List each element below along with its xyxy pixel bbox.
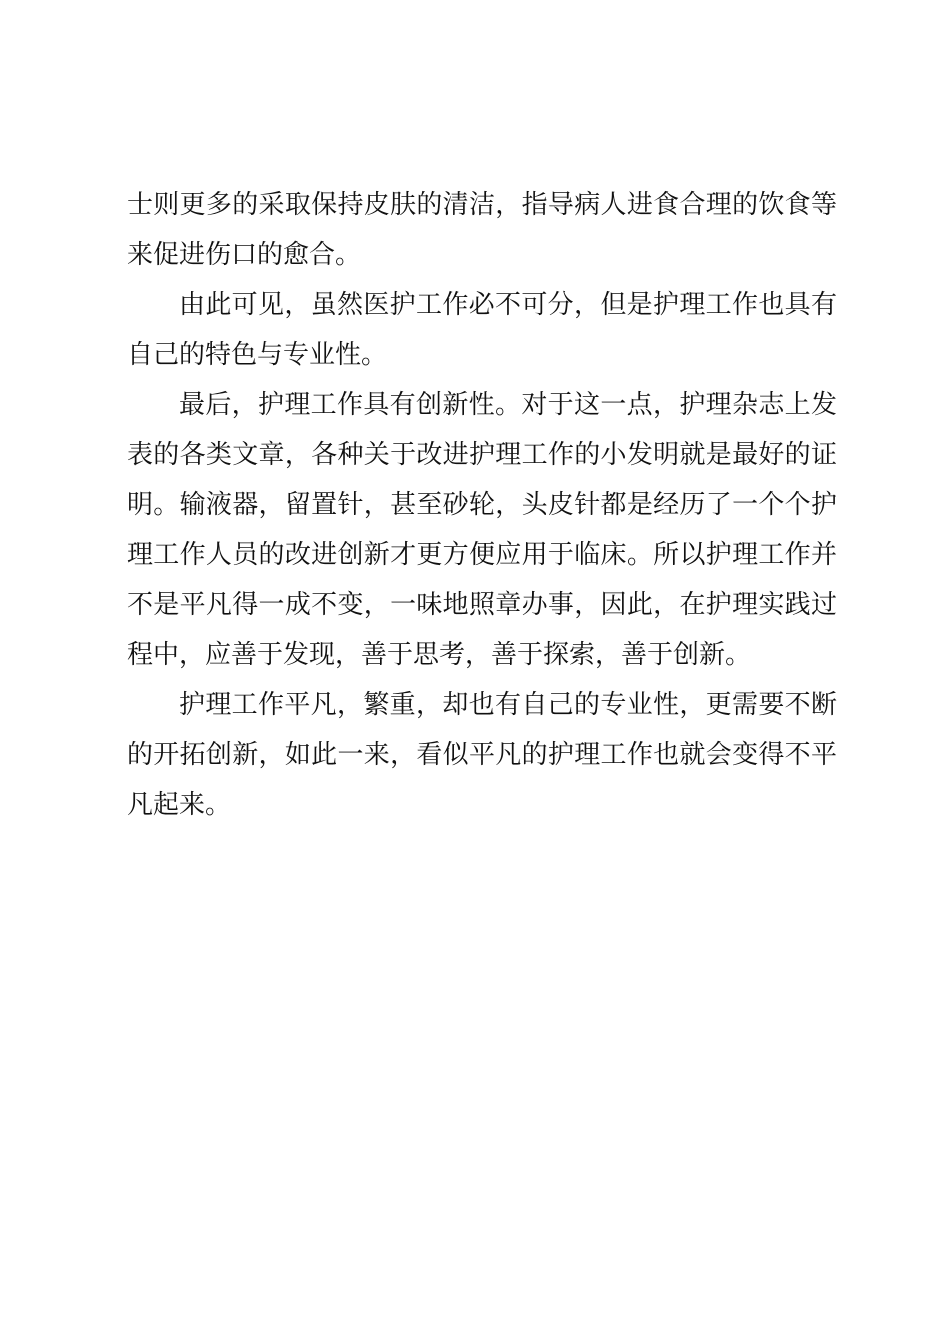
text-line: 最后，护理工作具有创新性。对于这一点，护理杂志上发 [179, 390, 837, 420]
text-line: 不是平凡得一成不变，一味地照章办事，因此，在护理实践过 [127, 590, 837, 620]
body-text [127, 180, 837, 830]
text-line: 的开拓创新，如此一来，看似平凡的护理工作也就会变得不平 [127, 740, 837, 770]
text-line: 由此可见，虽然医护工作必不可分，但是护理工作也具有 [179, 290, 837, 320]
text-line: 表的各类文章，各种关于改进护理工作的小发明就是最好的证 [127, 440, 837, 470]
paragraph [127, 680, 837, 830]
text-line: 理工作人员的改进创新才更方便应用于临床。所以护理工作并 [127, 540, 837, 570]
text-line: 士则更多的采取保持皮肤的清洁，指导病人进食合理的饮食等 [127, 190, 837, 220]
paragraph [127, 180, 837, 280]
text-line: 程中，应善于发现，善于思考，善于探索，善于创新。 [127, 640, 752, 670]
text-line: 来促进伤口的愈合。 [127, 240, 362, 270]
text-line: 明。输液器，留置针，甚至砂轮，头皮针都是经历了一个个护 [127, 490, 837, 520]
text-line: 自己的特色与专业性。 [127, 340, 388, 370]
paragraph [127, 380, 837, 680]
paragraph [127, 280, 837, 380]
text-line: 凡起来。 [127, 790, 232, 820]
text-line: 护理工作平凡，繁重，却也有自己的专业性，更需要不断 [179, 690, 837, 720]
